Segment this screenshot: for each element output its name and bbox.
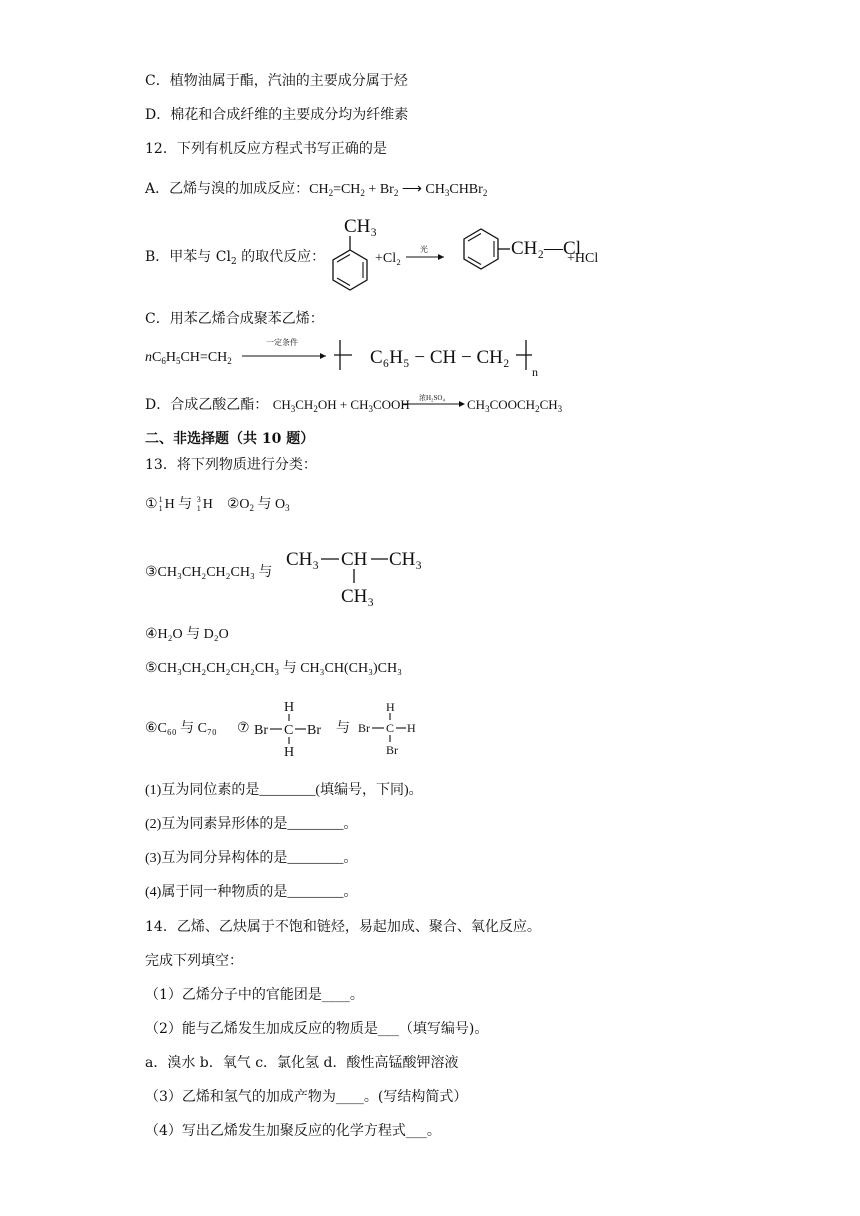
polymer-repeat: C₆H₅ − CH − CH₂ bbox=[370, 347, 510, 368]
section-title: 二、非选择题（共 10 题） bbox=[145, 431, 315, 447]
svg-text:CH₃: CH₃ bbox=[389, 549, 423, 570]
svg-text:C: C bbox=[284, 723, 294, 738]
q14-part-2-options: a．溴水 b．氧气 c．氯化氢 d．酸性高锰酸钾溶液 bbox=[145, 1055, 459, 1071]
q12-c-label: C．用苯乙烯合成聚苯乙烯： bbox=[145, 311, 324, 327]
q12-b-structure bbox=[320, 212, 620, 302]
dibromomethane-structure-2 bbox=[358, 698, 422, 760]
q12-d-reactants: $CH_3CH_2OH$ + $CH_3COOH$ bbox=[272, 397, 410, 414]
condition-h2so4: 浓H₂SO₄ bbox=[419, 394, 445, 402]
benzyl-ring bbox=[464, 229, 498, 269]
q13-item-3: ③CH₃CH₂CH₂CH₃ 与 bbox=[145, 565, 273, 580]
q14-part-4: （4）写出乙烯发生加聚反应的化学方程式___。 bbox=[145, 1123, 441, 1139]
q13-stem: 13．将下列物质进行分类： bbox=[145, 457, 317, 473]
q13-item-7-and: 与 bbox=[336, 721, 350, 736]
q13-question-1: (1)互为同位素的是________(填编号，下同)。 bbox=[145, 783, 423, 798]
q12-c-structure bbox=[240, 332, 570, 380]
q13-item-4: ④H₂O 与 D₂O bbox=[145, 627, 229, 642]
hcl-product: +HCl bbox=[567, 251, 599, 266]
q13-items-1-2: ① 1 1 H 与 3 1 H $②O_2$ 与 $O_3$ bbox=[145, 495, 290, 513]
q12-a-equation: $CH_2=CH_2 + Br_2$ ⟶ $CH_3CHBr_2$ bbox=[309, 182, 488, 198]
svg-text:C: C bbox=[386, 721, 395, 735]
svg-text:Br: Br bbox=[254, 723, 268, 738]
q13-item-7-label: ⑦ bbox=[237, 721, 250, 736]
q12-option-a bbox=[145, 180, 487, 199]
q12-option-b-label: B．甲苯与 $Cl_2$ 的取代反应： bbox=[145, 249, 326, 267]
svg-text:Br: Br bbox=[358, 721, 370, 735]
q12-a-label: A．乙烯与溴的加成反应： bbox=[145, 181, 310, 197]
q13-item-6: ⑥C₆₀ 与 C₇₀ bbox=[145, 721, 217, 736]
q12-stem: 12．下列有机反应方程式书写正确的是 bbox=[145, 141, 387, 157]
q13-item-5: ⑤CH₃CH₂CH₂CH₂CH₃ 与 CH₃CH(CH₃)CH₃ bbox=[145, 661, 402, 676]
dibromomethane-structure-1 bbox=[254, 698, 326, 760]
svg-text:CH₃: CH₃ bbox=[286, 549, 320, 570]
svg-text:H: H bbox=[386, 700, 395, 714]
polymer-n: n bbox=[532, 365, 538, 379]
q13-question-4: (4)属于同一种物质的是________。 bbox=[145, 885, 358, 900]
condition-light: 光 bbox=[420, 245, 428, 254]
q12-d-arrow bbox=[401, 392, 471, 416]
q13-question-2: (2)互为同素异形体的是________。 bbox=[145, 817, 358, 832]
ch2cl-group: CH₂—Cl bbox=[511, 238, 581, 259]
q14-part-3: （3）乙烯和氢气的加成产物为____。(写结构简式） bbox=[145, 1089, 468, 1105]
toluene-ring bbox=[333, 250, 367, 290]
q12-option-d: D．合成乙酸乙酯： $CH_3CH_2OH$ + $CH_3COOH$ bbox=[145, 397, 410, 414]
svg-text:H: H bbox=[284, 745, 295, 760]
svg-text:Br: Br bbox=[386, 743, 398, 757]
q12-c-reactant: $nC_6H_5CH=CH_2$ bbox=[145, 350, 232, 366]
condition-certain: 一定条件 bbox=[266, 338, 298, 347]
toluene-ch3: CH₃ bbox=[344, 216, 378, 237]
q14-stem: 14．乙烯、乙炔属于不饱和链烃，易起加成、聚合、氧化反应。 bbox=[145, 919, 541, 935]
q11-option-d: D．棉花和合成纤维的主要成分均为纤维素 bbox=[145, 107, 409, 123]
q14-intro: 完成下列填空： bbox=[145, 953, 243, 969]
plus-cl2: +Cl₂ bbox=[375, 251, 402, 266]
q13-question-3: (3)互为同分异构体的是________。 bbox=[145, 851, 358, 866]
q14-part-2: （2）能与乙烯发生加成反应的物质是___（填写编号)。 bbox=[145, 1021, 489, 1037]
svg-text:Br: Br bbox=[307, 723, 321, 738]
q12-d-product: $CH_3COOCH_2CH_3$ bbox=[467, 397, 563, 414]
svg-text:H: H bbox=[407, 721, 416, 735]
q11-option-c: C．植物油属于酯，汽油的主要成分属于烃 bbox=[145, 73, 408, 89]
isobutane-structure bbox=[286, 544, 436, 606]
svg-text:CH₃: CH₃ bbox=[341, 586, 375, 607]
svg-text:CH: CH bbox=[341, 549, 368, 570]
q14-part-1: （1）乙烯分子中的官能团是____。 bbox=[145, 987, 364, 1003]
svg-text:H: H bbox=[284, 700, 295, 715]
